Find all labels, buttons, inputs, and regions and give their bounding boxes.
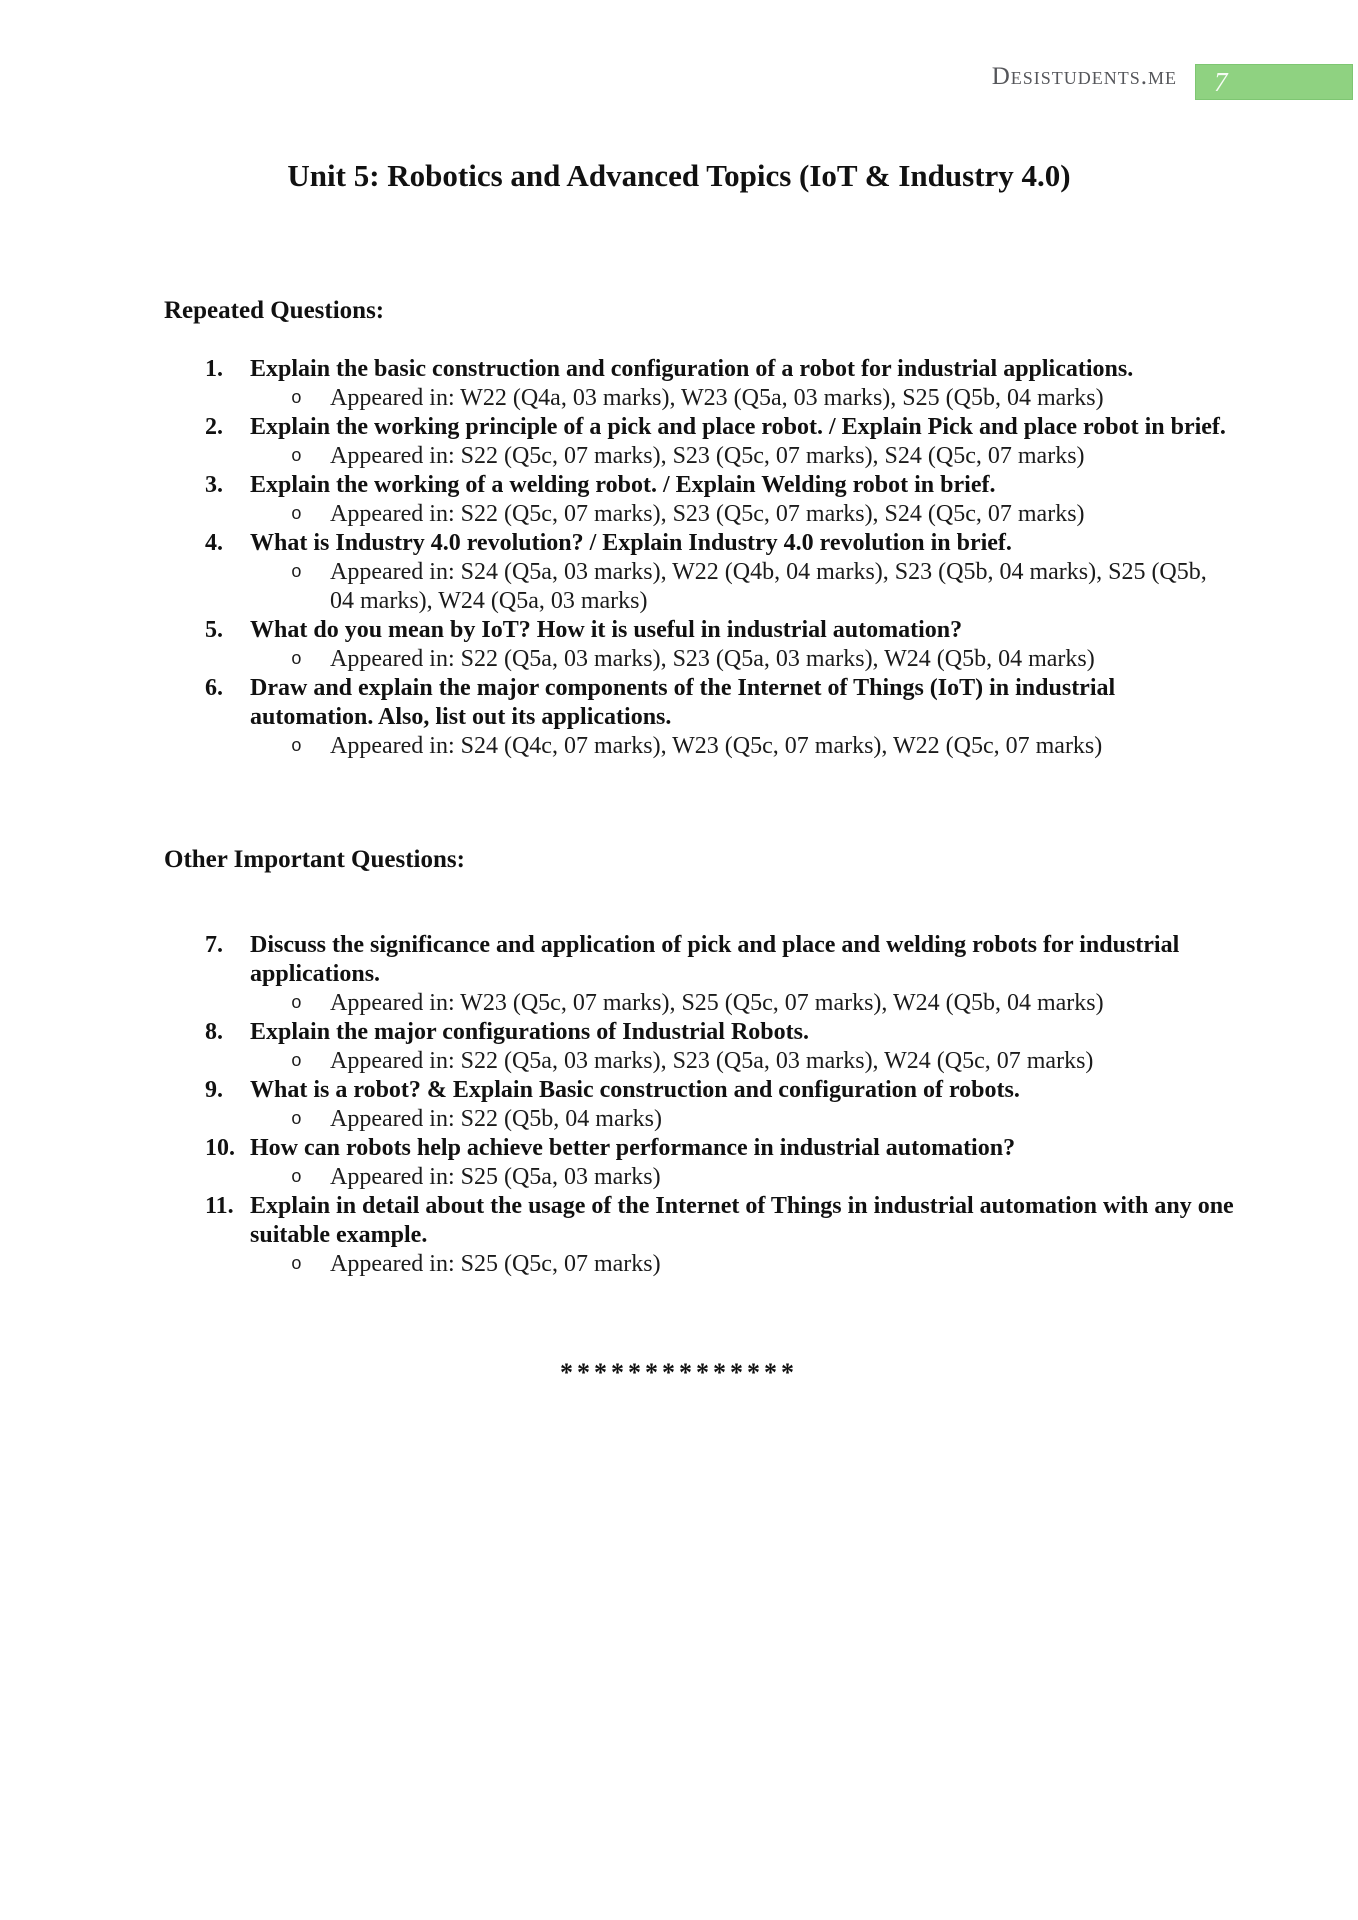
question-number: 5. [205,617,223,643]
question-item [164,1018,1236,1076]
question-text: Explain in detail about the usage of the Internet of Things in industrial automation with any one suitable example. [250,1193,1234,1248]
appearance-text: Appeared in: S24 (Q4c, 07 marks), W23 (Q5c, 07 marks), W22 (Q5c, 07 marks) [330,733,1103,759]
section-heading-repeated-questions: Repeated Questions: [164,297,385,324]
circle-bullet-icon: o [291,1255,302,1275]
end-of-unit-separator: ************** [560,1358,798,1387]
question-number: 6. [205,675,223,701]
appearance-text: Appeared in: S22 (Q5b, 04 marks) [330,1106,662,1132]
appearance-line [164,1047,1236,1076]
circle-bullet-icon: o [291,389,302,409]
appearance-text: Appeared in: W23 (Q5c, 07 marks), S25 (Q5c, 07 marks), W24 (Q5b, 04 marks) [330,990,1104,1016]
question-text: Explain the working principle of a pick and place robot. / Explain Pick and place robot in brief. [250,414,1226,440]
question-item [164,471,1236,529]
appearance-text: Appeared in: S22 (Q5a, 03 marks), S23 (Q5a, 03 marks), W24 (Q5c, 07 marks) [330,1048,1094,1074]
appearance-line [164,442,1236,471]
question-text: What is Industry 4.0 revolution? / Explain Industry 4.0 revolution in brief. [250,530,1012,556]
question-line [164,529,1236,558]
question-number: 3. [205,472,223,498]
question-item [164,674,1236,761]
circle-bullet-icon: o [291,1168,302,1188]
question-text: Explain the basic construction and configuration of a robot for industrial applications. [250,356,1134,382]
question-line [164,1076,1236,1105]
circle-bullet-icon: o [291,1110,302,1130]
question-number: 9. [205,1077,223,1103]
question-line [164,616,1236,645]
appearance-text: Appeared in: S24 (Q5a, 03 marks), W22 (Q4b, 04 marks), S23 (Q5b, 04 marks), S25 (Q5b, 04 marks), W24 (Q5a, 03 marks) [330,559,1207,614]
question-number: 4. [205,530,223,556]
question-number: 10. [205,1135,235,1161]
section-heading-other-important-questions: Other Important Questions: [164,846,465,873]
page-title: Unit 5: Robotics and Advanced Topics (IoT & Industry 4.0) [287,158,1071,193]
question-item [164,1134,1236,1192]
question-item [164,529,1236,616]
appearance-line [164,1105,1236,1134]
appearance-line [164,1163,1236,1192]
appearance-text: Appeared in: S25 (Q5c, 07 marks) [330,1251,661,1277]
circle-bullet-icon: o [291,737,302,757]
site-name: Desistudents.me [991,63,1177,90]
question-item [164,413,1236,471]
appearance-text: Appeared in: S22 (Q5a, 03 marks), S23 (Q5a, 03 marks), W24 (Q5b, 04 marks) [330,646,1095,672]
appearance-text: Appeared in: S22 (Q5c, 07 marks), S23 (Q5c, 07 marks), S24 (Q5c, 07 marks) [330,443,1085,469]
question-text: Explain the major configurations of Industrial Robots. [250,1019,809,1045]
question-line [164,1134,1236,1163]
appearance-line [164,384,1236,413]
question-line [164,674,1236,732]
question-item [164,931,1236,1018]
appearance-line [164,732,1236,761]
question-text: What do you mean by IoT? How it is useful in industrial automation? [250,617,963,643]
question-item [164,616,1236,674]
question-number: 7. [205,932,223,958]
appearance-line [164,989,1236,1018]
circle-bullet-icon: o [291,505,302,525]
question-line [164,931,1236,989]
circle-bullet-icon: o [291,994,302,1014]
appearance-line [164,1250,1236,1279]
question-line [164,355,1236,384]
page-number: 7 [1214,67,1228,97]
question-line [164,1192,1236,1250]
question-text: Draw and explain the major components of the Internet of Things (IoT) in industrial automation. Also, list out its applications. [250,675,1116,730]
page-header [0,0,1358,110]
question-line [164,471,1236,500]
appearance-line [164,558,1236,616]
question-line [164,413,1236,442]
question-item [164,1192,1236,1279]
appearance-line [164,645,1236,674]
circle-bullet-icon: o [291,1052,302,1072]
question-line [164,1018,1236,1047]
question-text: How can robots help achieve better performance in industrial automation? [250,1135,1016,1161]
question-number: 2. [205,414,223,440]
appearance-text: Appeared in: W22 (Q4a, 03 marks), W23 (Q5a, 03 marks), S25 (Q5b, 04 marks) [330,385,1104,411]
other-important-questions-list [164,931,1236,1279]
page-number-badge [1195,64,1353,100]
appearance-text: Appeared in: S22 (Q5c, 07 marks), S23 (Q5c, 07 marks), S24 (Q5c, 07 marks) [330,501,1085,527]
question-text: Explain the working of a welding robot. / Explain Welding robot in brief. [250,472,996,498]
question-item [164,1076,1236,1134]
circle-bullet-icon: o [291,563,302,583]
appearance-text: Appeared in: S25 (Q5a, 03 marks) [330,1164,661,1190]
question-text: What is a robot? & Explain Basic construction and configuration of robots. [250,1077,1020,1103]
question-number: 8. [205,1019,223,1045]
question-number: 1. [205,356,223,382]
question-number: 11. [205,1193,234,1219]
circle-bullet-icon: o [291,447,302,467]
circle-bullet-icon: o [291,650,302,670]
repeated-questions-list [164,355,1236,761]
appearance-line [164,500,1236,529]
question-text: Discuss the significance and application of pick and place and welding robots for industrial applications. [250,932,1180,987]
question-item [164,355,1236,413]
